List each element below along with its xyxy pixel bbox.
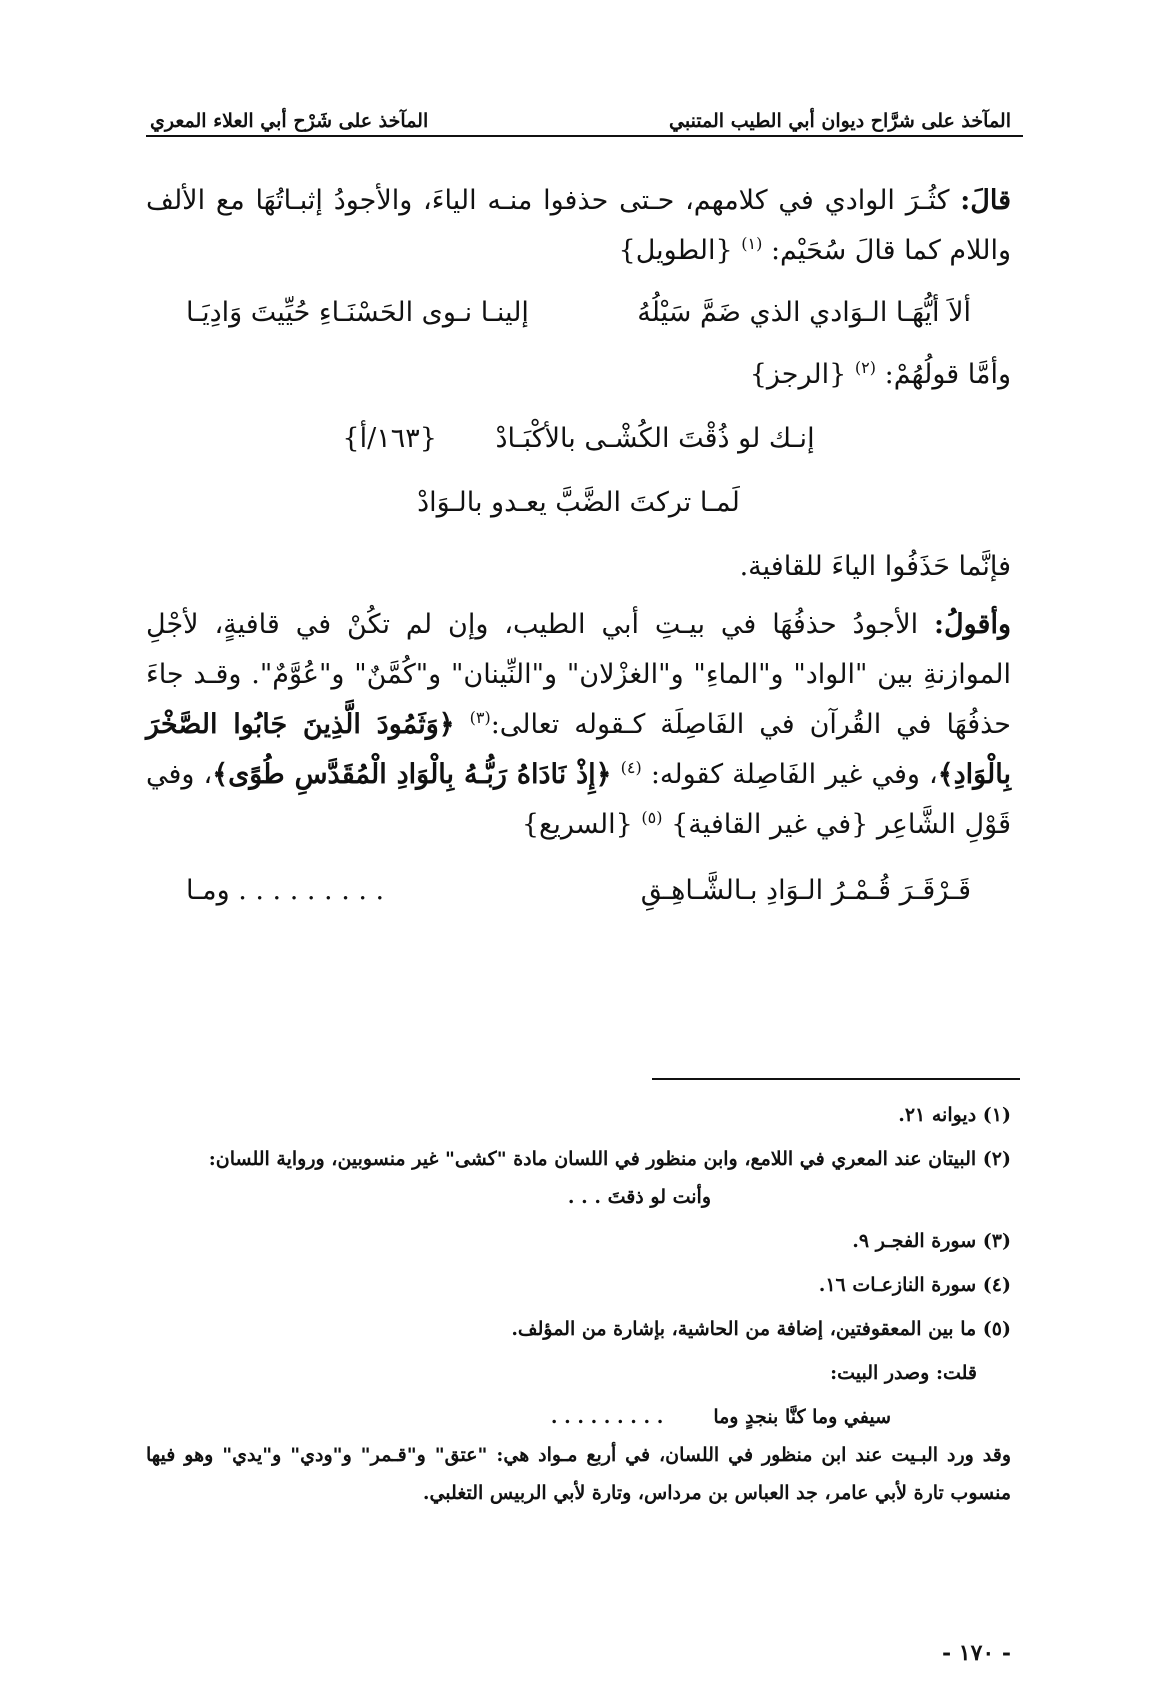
- footnote-1: (١) ديوانه ٢١.: [898, 1104, 1011, 1126]
- footnote-5: (٥) ما بين المعقوفتين، إضافة من الحاشية، بإشارة من المؤلف.: [511, 1318, 1011, 1340]
- verse-3: [186, 866, 971, 916]
- page-number: - ١٧٠ -: [941, 1640, 1011, 1666]
- paragraph-4-text-2: ، وفي غير الفَاصِلة كقوله:: [650, 759, 938, 790]
- footnote-4: (٤) سورة النازعـات ١٦.: [818, 1274, 1011, 1296]
- qala-label: قالَ:: [960, 185, 1011, 216]
- meter-sari: {السريع}: [521, 809, 633, 840]
- footnote-5-text: وقد ورد البـيت عند ابن منظور في اللسان، في أربع مـواد هي: "عتق" و"قـمر" و"ودي" و"يدي" وهو فيها منسوب تارة لأبي عامر، جد العباس بن مرداس، وتارة لأبي الربيس التغلبي.: [146, 1444, 1011, 1504]
- footnote-ref-1: (١): [741, 234, 763, 253]
- verse-2-line-1: [146, 414, 1011, 464]
- header-rule: [146, 135, 1023, 137]
- quran-verse-1: ﴿وَثَمُودَ الَّذِينَ جَابُوا الصَّخْرَ بِالْوَادِ﴾: [146, 709, 1012, 790]
- footnote-ref-5: (٥): [641, 808, 663, 827]
- paragraph-4-text-3: ، وفي قَوْلِ الشَّاعِر {في غير القافية}: [146, 759, 1011, 840]
- footnotes: [146, 1096, 1011, 1518]
- verse-3-second-hemistich: قَـرْقَـرَ قُـمْـرُ الـوَادِ بـالشَّـاهِـقِ: [640, 875, 971, 906]
- footnote-5-verse: [146, 1398, 1011, 1436]
- quran-verse-2: ﴿إِذْ نَادَاهُ رَبُّـهُ بِالْوَادِ الْمُقَدَّسِ طُوًى﴾: [212, 759, 612, 790]
- main-text: [146, 176, 1011, 928]
- meter-rajaz: {الرجز}: [749, 359, 847, 390]
- verse-1: [186, 288, 971, 338]
- manuscript-folio-tag: {١٦٣/أ}: [342, 423, 437, 454]
- verse-1-second-hemistich: إلينـا نـوى الحَسْنَـاءِ حُيِّيتَ وَادِيَـا: [186, 297, 529, 328]
- footnote-2: (٢) البيتان عند المعري في اللامع، وابن منظور في اللسان مادة "كشى" غير منسوبين، ورواية اللسان:: [208, 1148, 1011, 1170]
- header-left-title: المآخذ على شَرْح أبي العلاء المعري: [150, 110, 429, 132]
- header-right-title: المآخذ على شرَّاح ديوان أبي الطيب المتنبي: [669, 110, 1011, 132]
- verse-2-first-line: إنـك لو ذُقْتَ الكُشْـى بالأكْبَـادْ: [495, 423, 815, 454]
- footnote-5-note: قلت: وصدر البيت:: [830, 1362, 977, 1384]
- footnote-5-verse-first: سيفي وما كنَّا بنجدٍ وما: [713, 1406, 891, 1428]
- paragraph-2-text: وأمَّا قولُهُمْ:: [884, 359, 1011, 390]
- running-header: [150, 92, 1011, 132]
- aqulu-label: وأقولُ:: [934, 609, 1011, 640]
- paragraph-4: [146, 600, 1011, 850]
- verse-2-line-2: [146, 478, 1011, 528]
- meter-tawil: {الطويل}: [618, 235, 733, 266]
- footnote-rule: [652, 1078, 1020, 1080]
- paragraph-2: [146, 350, 1011, 400]
- footnote-ref-3: (٣): [469, 708, 491, 727]
- verse-2-second-line: لَمـا تركتَ الضَّبَّ يعـدو بالـوَادْ: [417, 487, 740, 518]
- paragraph-1-text: كثُـرَ الوادي في كلامهم، حـتى حذفوا منـه الياءَ، والأجودُ إثبـاتُهَا مع الألف واللام كما قالَ سُحَيْم:: [146, 185, 1011, 266]
- verse-3-first-hemistich: . . . . . . . . . ومـا: [186, 875, 385, 906]
- paragraph-4-text-1: الأجودُ حذفُهَا في بيـتِ أبي الطيب، وإن لم تكُنْ في قافيةٍ، لأجْلِ الموازنةِ بين "الواد" و"الماءِ" و"الغزْلان" و"النِّينان" و"كُمَّنٌ" و"عُوَّمٌ". وقـد جاءَ حذفُهَا في القُرآن في الفَاصِلَة كـقوله تعالى:: [146, 609, 1011, 740]
- footnote-ref-2: (٢): [854, 358, 876, 377]
- paragraph-3: فإنَّما حَذَفُوا الياءَ للقافية.: [739, 551, 1011, 582]
- footnote-5-verse-second: . . . . . . . . .: [550, 1406, 664, 1428]
- footnote-2-verse: وأنت لو ذقتَ . . .: [567, 1186, 711, 1208]
- paragraph-1: [146, 176, 1011, 276]
- footnote-3: (٣) سورة الفجـر ٩.: [852, 1230, 1011, 1252]
- footnote-ref-4: (٤): [620, 758, 642, 777]
- verse-1-first-hemistich: ألاَ أيُّهَـا الـوَادي الذي ضَمَّ سَيْلُهُ: [637, 297, 971, 328]
